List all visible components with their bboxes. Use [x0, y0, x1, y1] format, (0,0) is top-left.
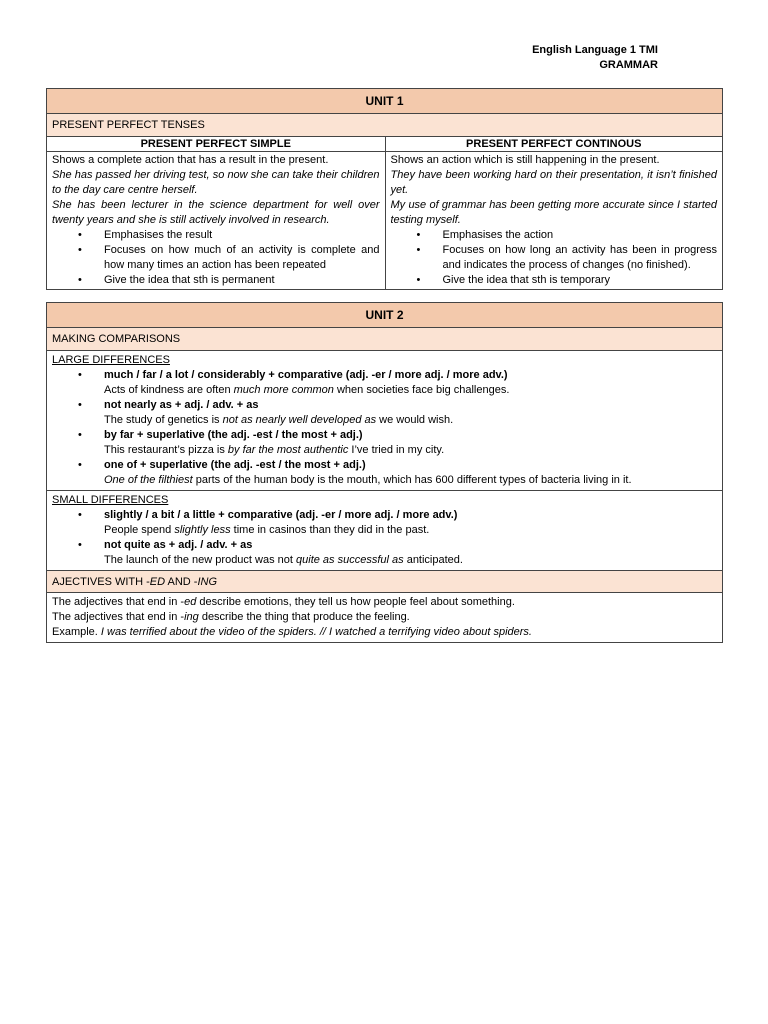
- subject-title: GRAMMAR: [599, 59, 658, 71]
- simple-heading: PRESENT PERFECT SIMPLE: [47, 137, 385, 152]
- simple-description: Shows a complete action that has a result in the present.: [52, 154, 329, 166]
- unit2-title: UNIT 2: [47, 303, 722, 328]
- unit2-table: [46, 302, 723, 643]
- unit1-table: [46, 88, 723, 290]
- comparison-example: The study of genetics is not as nearly well developed as we would wish.: [104, 414, 454, 426]
- present-perfect-continuous-column: [385, 137, 723, 289]
- unit1-section-title: PRESENT PERFECT TENSES: [47, 114, 722, 137]
- list-item: • Emphasises the action: [416, 229, 554, 241]
- continuous-body: [386, 152, 723, 289]
- list-item: • Focuses on how much of an activity is complete and how many times an action has been repeated: [78, 244, 380, 271]
- bullet-icon: •: [416, 229, 421, 241]
- large-differences-title: LARGE DIFFERENCES: [52, 354, 170, 366]
- continuous-heading: PRESENT PERFECT CONTINOUS: [386, 137, 723, 152]
- course-title: English Language 1 TMI: [532, 44, 658, 56]
- simple-bullet-list: [52, 228, 380, 288]
- adjectives-line-1: The adjectives that end in -ed describe emotions, they tell us how people feel about something.: [52, 596, 515, 608]
- list-item: • Emphasises the result: [78, 229, 213, 241]
- list-item: [52, 458, 717, 488]
- bullet-icon: •: [416, 244, 421, 256]
- tenses-columns: [47, 137, 722, 289]
- large-differences-list: [52, 368, 717, 488]
- small-differences-list: [52, 508, 717, 568]
- bullet-icon: •: [78, 244, 82, 256]
- list-item: [52, 538, 717, 568]
- comparison-rule: not nearly as + adj. / adv. + as: [104, 399, 259, 411]
- comparison-example: People spend slightly less time in casinos than they did in the past.: [104, 524, 430, 536]
- continuous-bullet-list: [391, 228, 718, 288]
- list-item: [52, 398, 717, 428]
- bullet-icon: •: [78, 369, 82, 381]
- small-differences-title: SMALL DIFFERENCES: [52, 494, 169, 506]
- bullet-icon: •: [78, 399, 82, 411]
- simple-body: [47, 152, 385, 289]
- continuous-example-1: They have been working hard on their presentation, it isn’t finished yet.: [390, 169, 717, 196]
- comparison-rule: much / far / a lot / considerably + comparative (adj. -er / more adj. / more adv.): [104, 369, 508, 381]
- bullet-icon: •: [78, 274, 82, 286]
- comparison-example: Acts of kindness are often much more common when societies face big challenges.: [104, 384, 510, 396]
- unit2-section-title: MAKING COMPARISONS: [47, 328, 722, 351]
- large-differences-block: [47, 351, 722, 490]
- bullet-icon: •: [78, 459, 82, 471]
- continuous-example-2: My use of grammar has been getting more accurate since I started testing myself.: [390, 199, 717, 226]
- simple-example-2: She has been lecturer in the science department for well over twenty years and she is still actively involved in research.: [52, 199, 380, 226]
- comparison-rule: not quite as + adj. / adv. + as: [104, 539, 253, 551]
- list-item: [52, 428, 717, 458]
- list-item: [52, 508, 717, 538]
- continuous-description: Shows an action which is still happening in the present.: [390, 154, 660, 166]
- comparison-rule: by far + superlative (the adj. -est / the most + adj.): [104, 429, 363, 441]
- small-differences-block: [47, 490, 722, 570]
- simple-example-1: She has passed her driving test, so now she can take their children to the day care centre herself.: [52, 169, 380, 196]
- adjectives-example: Example. I was terrified about the video of the spiders. // I watched a terrifying video about spiders.: [52, 626, 532, 638]
- comparison-example: This restaurant’s pizza is by far the most authentic I’ve tried in my city.: [104, 444, 445, 456]
- comparison-example: One of the filthiest parts of the human body is the mouth, which has 600 different types of bacteria living in it.: [104, 474, 632, 486]
- list-item: [52, 368, 717, 398]
- bullet-icon: •: [78, 229, 82, 241]
- list-item: • Give the idea that sth is permanent: [78, 274, 275, 286]
- comparison-rule: slightly / a bit / a little + comparative (adj. -er / more adj. / more adv.): [104, 509, 458, 521]
- adjectives-line-2: The adjectives that end in -ing describe the thing that produce the feeling.: [52, 611, 410, 623]
- list-item: • Focuses on how long an activity has been in progress and indicates the process of changes (no finished).: [416, 244, 717, 271]
- page-header: [532, 43, 658, 73]
- adjectives-section-title: AJECTIVES WITH -ED AND -ING: [47, 570, 722, 593]
- bullet-icon: •: [78, 539, 82, 551]
- present-perfect-simple-column: [47, 137, 385, 289]
- bullet-icon: •: [416, 274, 421, 286]
- bullet-icon: •: [78, 429, 82, 441]
- list-item: • Give the idea that sth is temporary: [416, 274, 611, 286]
- comparison-rule: one of + superlative (the adj. -est / the most + adj.): [104, 459, 366, 471]
- adjectives-block: [47, 593, 722, 642]
- comparison-example: The launch of the new product was not quite as successful as anticipated.: [104, 554, 463, 566]
- unit1-title: UNIT 1: [47, 89, 722, 114]
- bullet-icon: •: [78, 509, 82, 521]
